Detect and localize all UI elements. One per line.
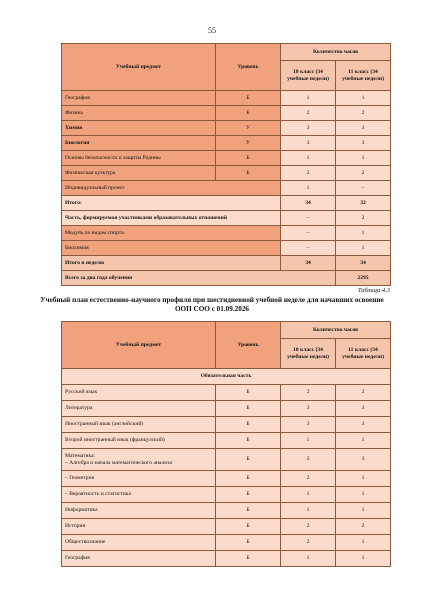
row-level: Б <box>216 503 281 519</box>
row-grade10: 2 <box>281 166 336 181</box>
row-level: Б <box>216 487 281 503</box>
header-grade11: 11 класс (34 учебные недели) <box>336 61 391 91</box>
header-subject: Учебный предмет <box>62 322 216 369</box>
row-subject: Итого: <box>62 196 281 211</box>
row-grade11: 1 <box>336 226 391 241</box>
row-grade11: 3 <box>336 136 391 151</box>
row-grade10: 2 <box>281 449 336 471</box>
row-subject-line2: – Алгебра и начала математического анализа <box>65 459 172 466</box>
table-row <box>62 535 391 551</box>
curriculum-table-2 <box>61 321 391 567</box>
row-grade11: 3 <box>336 401 391 417</box>
header-subject: Учебный предмет <box>62 44 216 91</box>
row-grade10: 34 <box>281 196 336 211</box>
row-grade11: 2 <box>336 166 391 181</box>
row-level: Б <box>216 433 281 449</box>
row-grade11: 2 <box>336 211 391 226</box>
row-subject: География <box>62 551 216 567</box>
table-row <box>62 401 391 417</box>
row-grade11: 2 <box>336 519 391 535</box>
table-row <box>62 385 391 401</box>
row-grade11: – <box>336 181 391 196</box>
row-grade11: 3 <box>336 449 391 471</box>
row-grade11: 2 <box>336 106 391 121</box>
row-level: Б <box>216 385 281 401</box>
row-subject: Основы безопасности и защиты Родины <box>62 151 216 166</box>
table-row <box>62 519 391 535</box>
section-title: Обязательная часть <box>62 369 391 385</box>
row-grade10: 3 <box>281 121 336 136</box>
row-level: Б <box>216 166 281 181</box>
table-row <box>62 433 391 449</box>
curriculum-table-1 <box>61 43 391 286</box>
table-row <box>62 196 391 211</box>
row-subject-line1: Математика: <box>65 453 96 460</box>
header-level: Уровень <box>216 44 281 91</box>
row-subject: Биология <box>62 136 216 151</box>
header-hours: Количество часов <box>281 322 391 339</box>
row-subject: Модуль по видам спорта <box>62 226 281 241</box>
row-subject: Всего за два года обучения <box>62 271 336 286</box>
row-grade10: 2 <box>281 471 336 487</box>
row-level: Б <box>216 417 281 433</box>
row-grade10: 1 <box>281 151 336 166</box>
table-row <box>62 151 391 166</box>
row-subject: История <box>62 519 216 535</box>
row-subject: Физическая культура <box>62 166 216 181</box>
row-subject: – Геометрия <box>62 471 216 487</box>
row-subject: Индивидуальный проект <box>62 181 281 196</box>
row-grade10: 1 <box>281 503 336 519</box>
table-label: Таблица 4.3 <box>357 287 390 294</box>
row-grade10: – <box>281 211 336 226</box>
header-hours: Количество часов <box>281 44 391 61</box>
row-grade10: – <box>281 226 336 241</box>
table-row <box>62 211 391 226</box>
row-grade10: 1 <box>281 487 336 503</box>
row-subject: География <box>62 91 216 106</box>
row-grade11: 1 <box>336 487 391 503</box>
row-subject: – Вероятность и статистика <box>62 487 216 503</box>
row-level: У <box>216 121 281 136</box>
row-subject: Биохимия <box>62 241 281 256</box>
header-grade10: 10 класс (34 учебные недели) <box>281 339 336 369</box>
row-grade10: – <box>281 241 336 256</box>
row-grade10: 2 <box>281 535 336 551</box>
table-row <box>62 121 391 136</box>
section-row <box>62 369 391 385</box>
table-row <box>62 91 391 106</box>
header-level: Уровень <box>216 322 281 369</box>
table-row <box>62 551 391 567</box>
row-grade11: 34 <box>336 256 391 271</box>
row-grade10: 34 <box>281 256 336 271</box>
row-subject <box>62 449 216 471</box>
table-row <box>62 471 391 487</box>
row-subject: Физика <box>62 106 216 121</box>
row-grade10: 1 <box>281 91 336 106</box>
row-grade10: 2 <box>281 106 336 121</box>
row-subject: Часть, формируемая участниками образовательных отношений <box>62 211 281 226</box>
row-grade10: 1 <box>281 433 336 449</box>
row-grade11: 1 <box>336 471 391 487</box>
table-row <box>62 136 391 151</box>
page-number: 55 <box>208 26 216 35</box>
row-subject: Химия <box>62 121 216 136</box>
row-grade11: 2295 <box>336 271 391 286</box>
row-grade10: 1 <box>281 551 336 567</box>
row-grade11: 1 <box>336 535 391 551</box>
row-grade11: 1 <box>336 151 391 166</box>
row-level: Б <box>216 519 281 535</box>
row-subject: Русский язык <box>62 385 216 401</box>
table-row <box>62 449 391 471</box>
row-level: Б <box>216 471 281 487</box>
row-level: Б <box>216 535 281 551</box>
row-level: Б <box>216 151 281 166</box>
row-grade10: 2 <box>281 385 336 401</box>
row-grade11: 1 <box>336 433 391 449</box>
row-grade11: 3 <box>336 121 391 136</box>
table-row <box>62 181 391 196</box>
row-level: У <box>216 136 281 151</box>
row-grade11: 1 <box>336 551 391 567</box>
table-row <box>62 487 391 503</box>
row-grade11: 32 <box>336 196 391 211</box>
row-level: Б <box>216 106 281 121</box>
table-row <box>62 256 391 271</box>
row-grade10: 2 <box>281 519 336 535</box>
row-grade11: 2 <box>336 385 391 401</box>
row-level: Б <box>216 449 281 471</box>
row-subject: Информатика <box>62 503 216 519</box>
table-title: Учебный план естественно-научного профиля при шестидневной учебной неделе для начавших освоение ООП СОО с 01.09.2026 <box>40 296 384 313</box>
row-level: Б <box>216 91 281 106</box>
table-row <box>62 166 391 181</box>
row-subject: Второй иностранный язык (французский) <box>62 433 216 449</box>
row-grade10: 1 <box>281 181 336 196</box>
row-level: Б <box>216 401 281 417</box>
row-subject: Иностранный язык (английский) <box>62 417 216 433</box>
row-subject: Обществознание <box>62 535 216 551</box>
table-row <box>62 106 391 121</box>
table-row <box>62 241 391 256</box>
table-row <box>62 226 391 241</box>
row-subject: Литература <box>62 401 216 417</box>
row-grade11: 3 <box>336 417 391 433</box>
row-level: Б <box>216 551 281 567</box>
row-grade10: 3 <box>281 417 336 433</box>
row-grade11: 1 <box>336 91 391 106</box>
table-row <box>62 417 391 433</box>
header-grade10: 10 класс (34 учебные недели) <box>281 61 336 91</box>
row-grade10: 3 <box>281 136 336 151</box>
row-grade10: 3 <box>281 401 336 417</box>
row-grade11: 1 <box>336 241 391 256</box>
table-row <box>62 271 391 286</box>
row-grade11: 1 <box>336 503 391 519</box>
row-subject: Итого в неделю <box>62 256 281 271</box>
table-row <box>62 503 391 519</box>
header-grade11: 11 класс (34 учебные недели) <box>336 339 391 369</box>
